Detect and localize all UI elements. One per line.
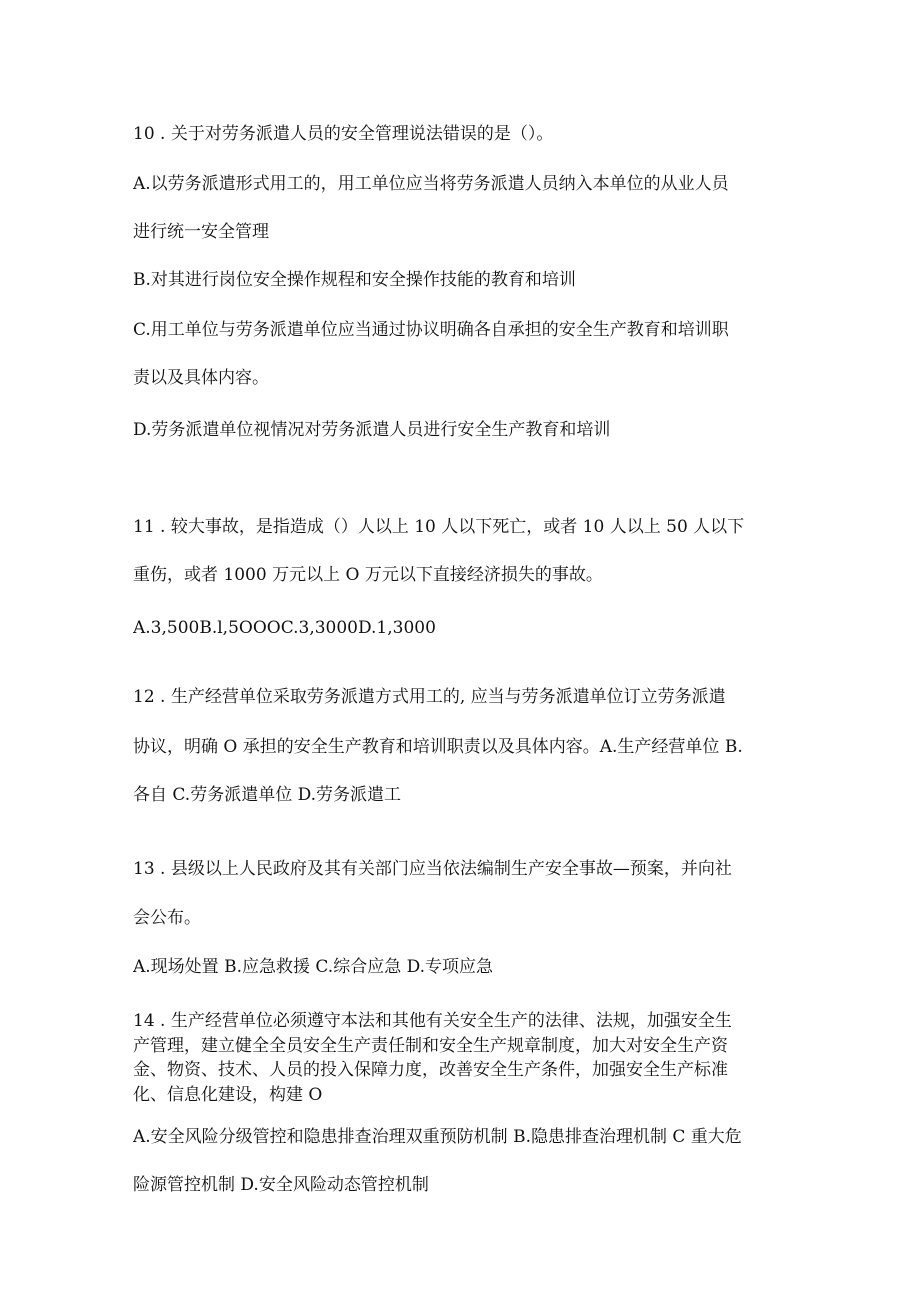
question-10-option-d: D.劳务派遣单位视情况对劳务派遣人员进行安全生产教育和培训 — [133, 420, 611, 440]
question-12-stem-line-1: 12 . 生产经营单位采取劳务派遣方式用工的, 应当与劳务派遣单位订立劳务派遣 — [133, 687, 726, 707]
question-14-stem-line-2: 产管理，建立健全全员安全生产责任制和安全生产规章制度，加大对安全生产资 — [133, 1035, 728, 1056]
question-14-stem-line-4: 化、信息化建设，构建 O — [133, 1084, 323, 1105]
question-10-stem: 10 . 关于对劳务派遣人员的安全管理说法错误的是（）。 — [133, 124, 554, 144]
question-10-option-c-cont: 责以及具体内容。 — [133, 368, 269, 388]
question-14-stem — [133, 1009, 793, 1107]
question-12-stem-line-3: 各自 C.劳务派遣单位 D.劳务派遣工 — [133, 785, 402, 805]
question-14-option-c-d: 险源管控机制 D.安全风险动态管控机制 — [133, 1175, 429, 1195]
question-13-options: A.现场处置 B.应急救援 C.综合应急 D.专项应急 — [133, 957, 494, 977]
question-11-stem-line-2: 重伤，或者 1000 万元以上 O 万元以下直接经济损失的事故。 — [133, 565, 603, 585]
question-14-stem-line-3: 金、物资、技术、人员的投入保障力度，改善安全生产条件，加强安全生产标准 — [133, 1060, 728, 1080]
question-11-options: A.3,500B.l,5OOOC.3,3000D.1,3000 — [133, 618, 436, 638]
question-10-option-a: A.以劳务派遣形式用工的，用工单位应当将劳务派遣人员纳入本单位的从业人员 — [133, 174, 729, 194]
question-12-stem-line-2: 协议，明确 O 承担的安全生产教育和培训职责以及具体内容。A.生产经营单位 B. — [133, 737, 743, 757]
question-10-option-b: B.对其进行岗位安全操作规程和安全操作技能的教育和培训 — [133, 270, 576, 290]
question-10-option-c: C.用工单位与劳务派遣单位应当通过协议明确各自承担的安全生产教育和培训职 — [133, 320, 729, 340]
question-14-stem-line-1: 14 . 生产经营单位必须遵守本法和其他有关安全生产的法律、法规，加强安全生 — [133, 1011, 732, 1031]
question-13-stem-line-1: 13 . 县级以上人民政府及其有关部门应当依法编制生产安全事故—预案，并向社 — [133, 859, 732, 879]
question-14-option-a-b-c: A.安全风险分级管控和隐患排查治理双重预防机制 B.隐患排查治理机制 C 重大危 — [133, 1127, 742, 1147]
question-13-stem-line-2: 会公布。 — [133, 908, 201, 928]
question-10-option-a-cont: 进行统一安全管理 — [133, 222, 269, 242]
question-11-stem-line-1: 11 . 较大事故，是指造成（）人以上 10 人以下死亡，或者 10 人以上 50 人以下 — [133, 517, 745, 537]
